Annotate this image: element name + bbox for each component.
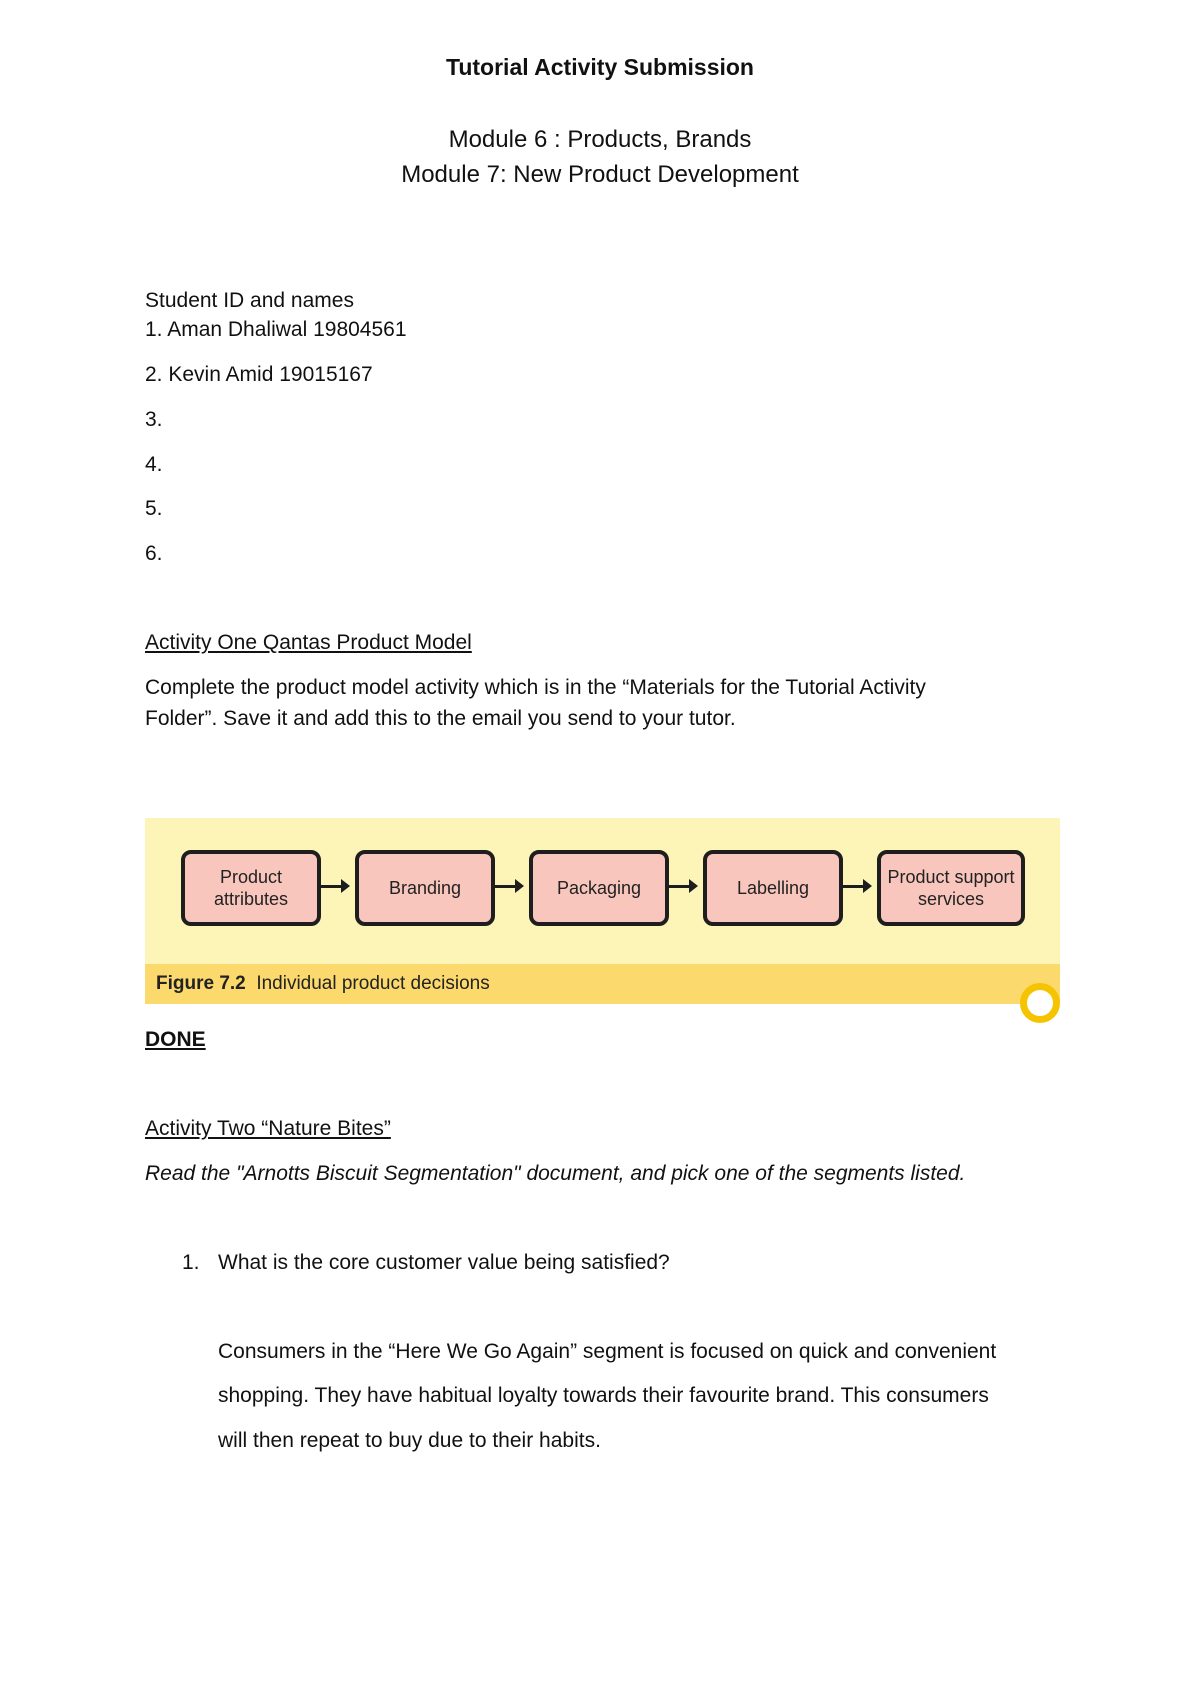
activity-one-status: DONE: [145, 1028, 206, 1051]
module-7-line: Module 7: New Product Development: [401, 161, 799, 188]
figure-box-product-support-services: Product support services: [877, 850, 1025, 926]
student-heading: Student ID and names: [145, 289, 354, 312]
figure-box-branding: Branding: [355, 850, 495, 926]
arrow-icon: [669, 885, 691, 888]
student-entry: 3.: [145, 408, 163, 431]
activity-two-instruction: Read the "Arnotts Biscuit Segmentation" document, and pick one of the segments listed.: [145, 1162, 966, 1185]
question-text: What is the core customer value being satisfied?: [218, 1251, 670, 1274]
student-entry: 2. Kevin Amid 19015167: [145, 363, 373, 386]
module-6-line: Module 6 : Products, Brands: [448, 126, 752, 153]
answer-line: shopping. They have habitual loyalty towards their favourite brand. This consumers: [218, 1384, 989, 1407]
product-decisions-figure: [145, 818, 1060, 1004]
arrow-icon: [321, 885, 343, 888]
ring-icon: [1020, 983, 1060, 1023]
student-entry: 1. Aman Dhaliwal 19804561: [145, 318, 407, 341]
activity-one-instruction-1: Complete the product model activity which is in the “Materials for the Tutorial Activity: [145, 676, 926, 699]
document-title: Tutorial Activity Submission: [446, 54, 754, 80]
figure-box-product-attributes: Product attributes: [181, 850, 321, 926]
arrow-icon: [495, 885, 517, 888]
activity-one-heading: Activity One Qantas Product Model: [145, 631, 472, 654]
activity-one-instruction-2: Folder”. Save it and add this to the email you send to your tutor.: [145, 707, 736, 730]
figure-box-packaging: Packaging: [529, 850, 669, 926]
answer-line: Consumers in the “Here We Go Again” segment is focused on quick and convenient: [218, 1340, 997, 1363]
figure-caption-label: Figure 7.2: [156, 973, 246, 994]
answer-line: will then repeat to buy due to their habits.: [218, 1429, 601, 1452]
figure-box-labelling: Labelling: [703, 850, 843, 926]
student-entry: 6.: [145, 542, 163, 565]
arrow-icon: [843, 885, 865, 888]
figure-caption-text: Individual product decisions: [256, 973, 490, 994]
student-entry: 4.: [145, 453, 163, 476]
figure-caption: [145, 964, 1060, 1004]
student-entry: 5.: [145, 497, 163, 520]
question-number: 1.: [182, 1251, 200, 1274]
activity-two-heading: Activity Two “Nature Bites”: [145, 1117, 391, 1140]
